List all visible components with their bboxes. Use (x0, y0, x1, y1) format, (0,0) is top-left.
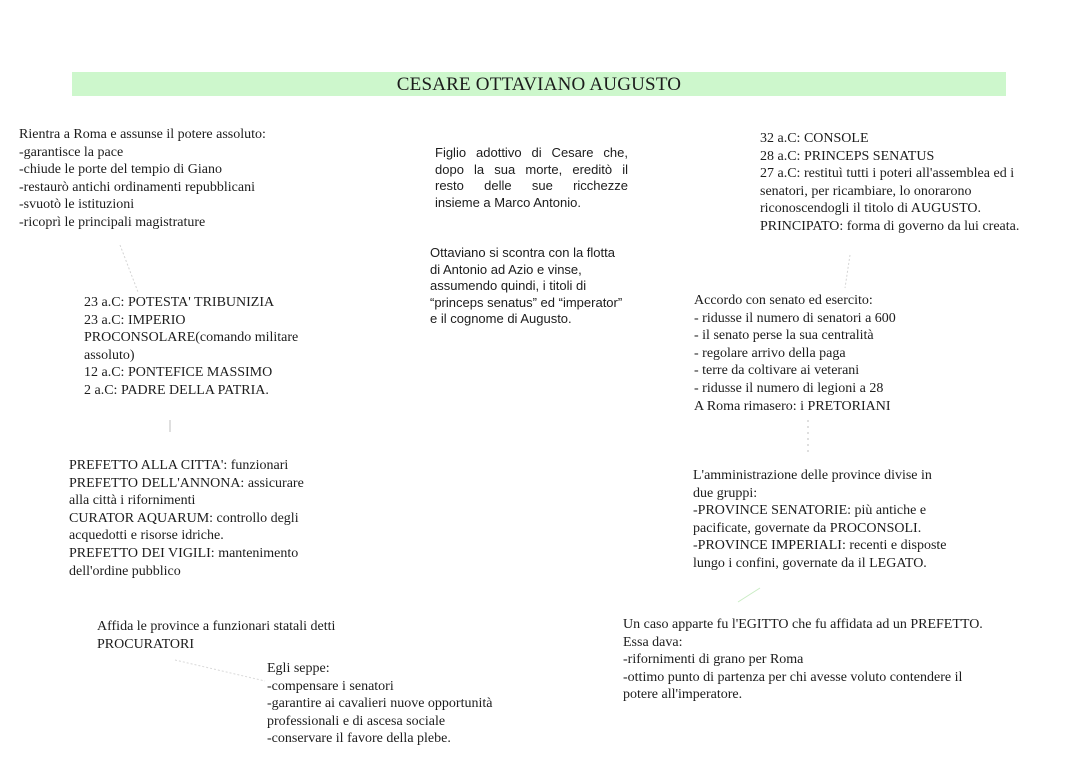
text-line: -ottimo punto di partenza per chi avesse voluto contendere il (623, 669, 963, 685)
text-line: lungo i confini, governate da il LEGATO. (693, 555, 927, 571)
text-line: - terre da coltivare ai veterani (694, 363, 860, 379)
text-line: -svuotò le istituzioni (19, 197, 135, 213)
egypt-block (623, 616, 983, 704)
text-line: “princeps senatus” ed “imperator” (430, 294, 623, 310)
text-line: - ridusse il numero di legioni a 28 (694, 380, 884, 396)
text-line: -PROVINCE IMPERIALI: recenti e disposte (693, 538, 947, 554)
text-line: 12 a.C: PONTEFICE MASSIMO (84, 365, 273, 381)
text-line: PREFETTO DEI VIGILI: mantenimento (69, 545, 299, 561)
text-line: 32 a.C: CONSOLE (760, 131, 869, 146)
text-line: -conservare il favore della plebe. (267, 731, 451, 747)
text-line: e il cognome di Augusto. (430, 311, 572, 326)
return-to-rome-block (19, 126, 266, 232)
text-line: -ricoprì le principali magistrature (19, 214, 206, 230)
text-line: di Antonio ad Azio e vinse, (430, 261, 582, 277)
text-line: A Roma rimasero: i PRETORIANI (694, 398, 891, 414)
text-line: Figlio adottivo di Cesare che, (435, 145, 628, 160)
text-line: 27 a.C: restituì tutti i poteri all'assemblea ed i (760, 166, 1015, 182)
text-line: L'amministrazione delle province divise in (693, 468, 932, 483)
text-line: -compensare i senatori (267, 678, 394, 694)
text-line: due gruppi: (693, 485, 758, 501)
text-line: pacificate, governate da PROCONSOLI. (693, 520, 922, 536)
connector-line (738, 588, 760, 602)
text-line: potere all'imperatore. (623, 687, 743, 703)
text-line: -garantisce la pace (19, 144, 124, 160)
text-line: 23 a.C: IMPERIO (84, 312, 186, 328)
text-line: PREFETTO DELL'ANNONA: assicurare (69, 475, 304, 491)
text-line: 2 a.C: PADRE DELLA PATRIA. (84, 382, 269, 398)
achievements-block (267, 660, 492, 748)
text-line: PRINCIPATO: forma di governo da lui creata. (760, 218, 1020, 234)
text-line: dopo la sua morte, ereditò il (435, 161, 628, 177)
provinces-block (693, 467, 947, 573)
text-line: resto delle sue ricchezze (435, 178, 628, 193)
text-line: alla città i rifornimenti (69, 493, 196, 509)
actium-block (430, 245, 622, 328)
text-line: assoluto) (84, 347, 135, 363)
page-title: CESARE OTTAVIANO AUGUSTO (72, 72, 1006, 96)
text-line: Affida le province a funzionari statali detti (97, 619, 336, 634)
procurators-block (97, 618, 335, 653)
connector-line (175, 660, 265, 681)
text-line: professionali e di ascesa sociale (267, 713, 446, 729)
consul-timeline-block (760, 130, 1019, 236)
text-line: dell'ordine pubblico (69, 563, 181, 579)
text-line: Ottaviano si scontra con la flotta (430, 245, 615, 260)
text-line: Un caso apparte fu l'EGITTO che fu affidata ad un PREFETTO. (623, 617, 983, 632)
text-line: 28 a.C: PRINCEPS SENATUS (760, 148, 935, 164)
text-line: Essa dava: (623, 634, 683, 650)
connector-line (120, 245, 138, 292)
text-line: 23 a.C: POTESTA' TRIBUNIZIA (84, 295, 275, 310)
text-line: - ridusse il numero di senatori a 600 (694, 310, 896, 326)
text-line: - il senato perse la sua centralità (694, 328, 874, 344)
text-line: assumendo quindi, i titoli di (430, 278, 587, 293)
text-line: -garantire ai cavalieri nuove opportunità (267, 696, 493, 712)
senate-agreement-block (694, 292, 896, 415)
text-line: - regolare arrivo della paga (694, 345, 846, 361)
text-line: riconoscendogli il titolo di AUGUSTO. (760, 201, 982, 217)
text-line: PROCONSOLARE(comando militare (84, 330, 299, 346)
text-line: senatori, per ricambiare, lo onorarono (760, 183, 972, 199)
prefects-block (69, 457, 304, 580)
adopted-son-block (435, 145, 628, 211)
connector-line (845, 255, 850, 288)
text-line: PROCURATORI (97, 636, 194, 652)
text-line: Rientra a Roma e assunse il potere assoluto: (19, 127, 266, 142)
text-line: PREFETTO ALLA CITTA': funzionari (69, 458, 289, 473)
text-line: acquedotti e risorse idriche. (69, 528, 224, 544)
text-line: Egli seppe: (267, 661, 330, 676)
text-line: Accordo con senato ed esercito: (694, 293, 873, 308)
text-line: -restaurò antichi ordinamenti repubblicani (19, 179, 255, 195)
text-line: insieme a Marco Antonio. (435, 194, 581, 210)
text-line: -PROVINCE SENATORIE: più antiche e (693, 503, 927, 519)
text-line: -chiude le porte del tempio di Giano (19, 162, 222, 178)
powers-block (84, 294, 298, 400)
text-line: CURATOR AQUARUM: controllo degli (69, 510, 299, 526)
text-line: -rifornimenti di grano per Roma (623, 652, 804, 668)
